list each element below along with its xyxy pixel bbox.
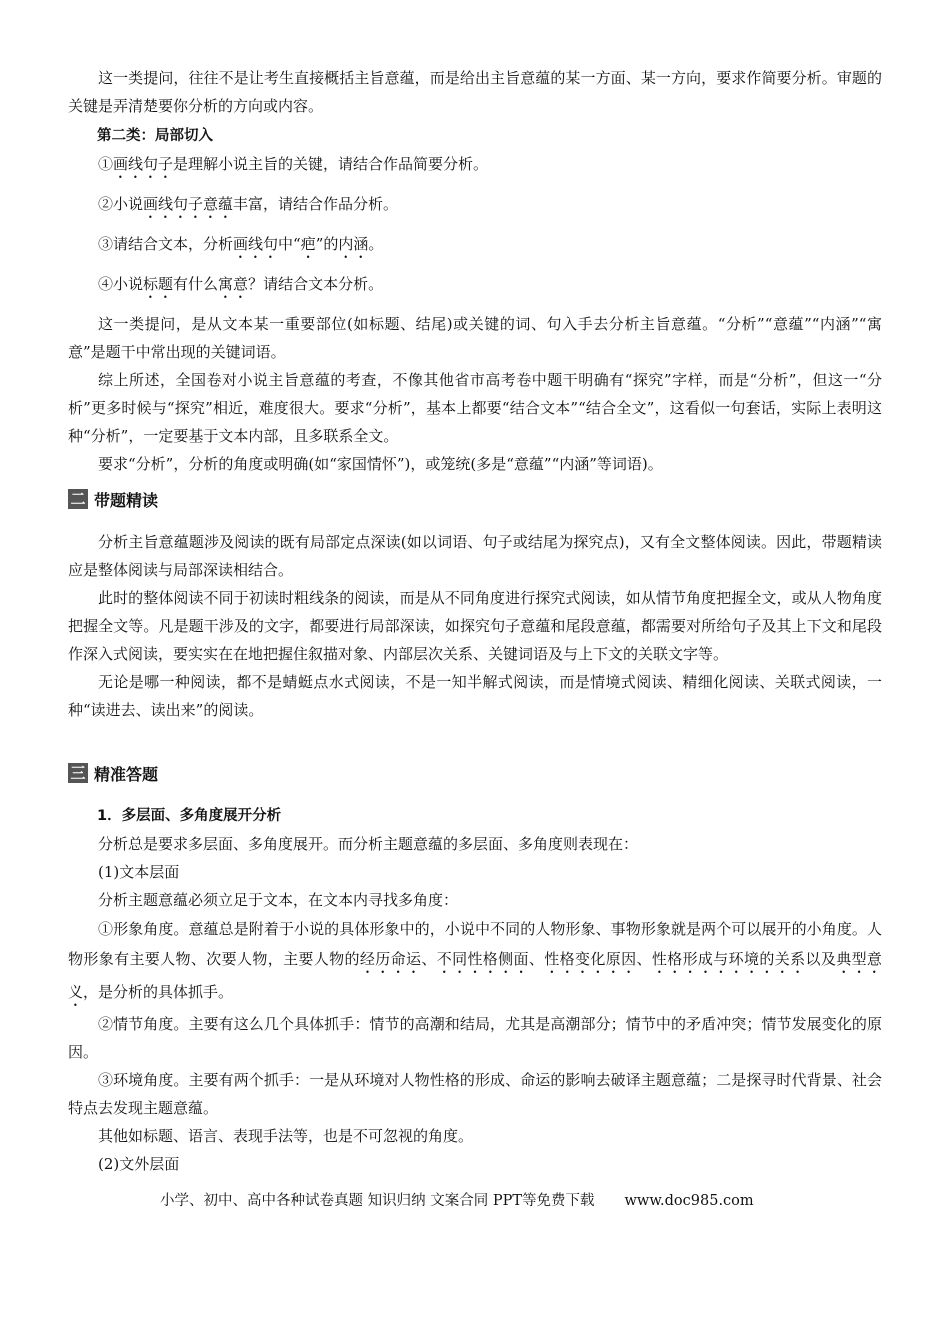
- subheading-outside-level: (2)文外层面: [98, 1155, 180, 1173]
- emphasis-text: 画线句: [233, 235, 279, 253]
- paragraph-image-angle: [68, 914, 882, 1010]
- question-1: [68, 150, 882, 182]
- subheading-text-level: (1)文本层面: [98, 863, 180, 881]
- text: ”的: [315, 235, 339, 253]
- paragraph: 分析总是要求多层面、多角度展开。而分析主题意蕴的多层面、多角度则表现在：: [98, 835, 639, 853]
- paragraph: 分析主题意蕴必须立足于文本，在文本内寻找多角度：: [98, 891, 459, 909]
- emphasis-text: 性格形成与环境的关系: [651, 950, 806, 968]
- text: ④小说: [98, 275, 144, 293]
- section1-body: [68, 64, 882, 478]
- text: ①: [98, 155, 114, 173]
- footer-url[interactable]: www.doc985.com: [624, 1193, 754, 1209]
- question-3: [68, 230, 882, 262]
- emphasis-text: 疤: [300, 235, 316, 253]
- question-4: [68, 270, 882, 302]
- footer: [160, 1190, 754, 1212]
- subheading-type2: 第二类：局部切入: [97, 128, 213, 144]
- paragraph: 此时的整体阅读不同于初读时粗线条的阅读，而是从不同角度进行探究式阅读，如从情节角度把握全文，或从人物角度把握全文等。凡是题干涉及的文字，都要进行局部深读，如探究句子意蕴和尾段意蕴，都需要对所给句子及其上下文和尾段作深入式阅读，要实实在在地把握住叙描对象、内部层次关系、关键词语及与上下文的关联文字等。: [68, 589, 882, 663]
- section-title: 精准答题: [94, 764, 159, 784]
- text: ？请结合文本分析。: [248, 275, 384, 293]
- text: 中“: [278, 235, 301, 253]
- paragraph: 无论是哪一种阅读，都不是蜻蜓点水式阅读，不是一知半解式阅读，而是情境式阅读、精细化阅读、关联式阅读，一种“读进去、读出来”的阅读。: [68, 673, 882, 719]
- paragraph: 其他如标题、语言、表现手法等，也是不可忽视的角度。: [98, 1127, 474, 1145]
- paragraph: 综上所述，全国卷对小说主旨意蕴的考查，不像其他省市高考卷中题干明确有“探究”字样，而是“分析”，但这一“分析”更多时候与“探究”相近，难度很大。要求“分析”，基本上都要“结合文本”“结合全文”，这看似一句套话，实际上表明这种“分析”，一定要基于文本内部，且多联系全文。: [68, 371, 882, 445]
- text: 、: [421, 950, 437, 968]
- text: 丰富，请结合作品分析。: [233, 195, 399, 213]
- emphasis-text: 不同性格侧面: [436, 950, 529, 968]
- section-number-icon: 三: [68, 763, 88, 783]
- paragraph: ②情节角度。主要有这么几个具体抓手：情节的高潮和结局，尤其是高潮部分；情节中的矛盾冲突；情节发展变化的原因。: [68, 1015, 882, 1061]
- emphasis-text: 寓意: [218, 275, 249, 293]
- emphasis-text: 标题: [143, 275, 174, 293]
- footer-text: 小学、初中、高中各种试卷真题 知识归纳 文案合同 PPT等免费下载: [160, 1193, 595, 1209]
- emphasis-text: 典型意义: [68, 950, 882, 1001]
- emphasis-text: 画线句子: [113, 155, 174, 173]
- text: 以及: [805, 950, 837, 968]
- question-2: [68, 190, 882, 222]
- section-title: 带题精读: [94, 490, 159, 510]
- text: 。: [368, 235, 384, 253]
- section-header-3: [68, 762, 158, 784]
- section3-body: [68, 802, 882, 1178]
- paragraph: ③环境角度。主要有两个抓手：一是从环境对人物性格的形成、命运的影响去破译主题意蕴；二是探寻时代背景、社会特点去发现主题意蕴。: [68, 1071, 882, 1117]
- section-number-icon: 二: [68, 489, 88, 509]
- text: ，是分析的具体抓手。: [83, 983, 234, 1001]
- text: ③请结合文本，分析: [98, 235, 234, 253]
- section2-body: [68, 528, 882, 724]
- text: ①形象角度。意蕴总是附着于小说的具体形象中的，小说中不同的人物形象、事物形象就是两个可以展开的小角度。人物形象有主要人物、次要人物，主要人物的: [68, 920, 882, 968]
- text: ②小说: [98, 195, 144, 213]
- paragraph: 要求“分析”，分析的角度或明确(如“家国情怀”)，或笼统(多是“意蕴”“内涵”等词语)。: [98, 455, 663, 473]
- text: 、: [528, 950, 545, 968]
- paragraph: 这一类提问，往往不是让考生直接概括主旨意蕴，而是给出主旨意蕴的某一方面、某一方向，要求作简要分析。审题的关键是弄清楚要你分析的方向或内容。: [68, 69, 882, 115]
- text: 有什么: [173, 275, 219, 293]
- paragraph: 这一类提问，是从文本某一重要部位(如标题、结尾)或关键的词、句入手去分析主旨意蕴。“分析”“意蕴”“内涵”“寓意”是题干中常出现的关键词语。: [68, 315, 882, 361]
- subheading-multi-level: 1．多层面、多角度展开分析: [97, 808, 282, 824]
- text: 、: [636, 950, 652, 968]
- emphasis-text: 画线句子意蕴: [143, 195, 234, 213]
- emphasis-text: 经历命运: [359, 950, 422, 968]
- emphasis-text: 内涵: [338, 235, 369, 253]
- emphasis-text: 性格变化原因: [544, 950, 637, 968]
- section-header-2: [68, 488, 158, 510]
- text: 是理解小说主旨的关键，请结合作品简要分析。: [173, 155, 489, 173]
- paragraph: 分析主旨意蕴题涉及阅读的既有局部定点深读(如以词语、句子或结尾为探究点)，又有全文整体阅读。因此，带题精读应是整体阅读与局部深读相结合。: [68, 533, 882, 579]
